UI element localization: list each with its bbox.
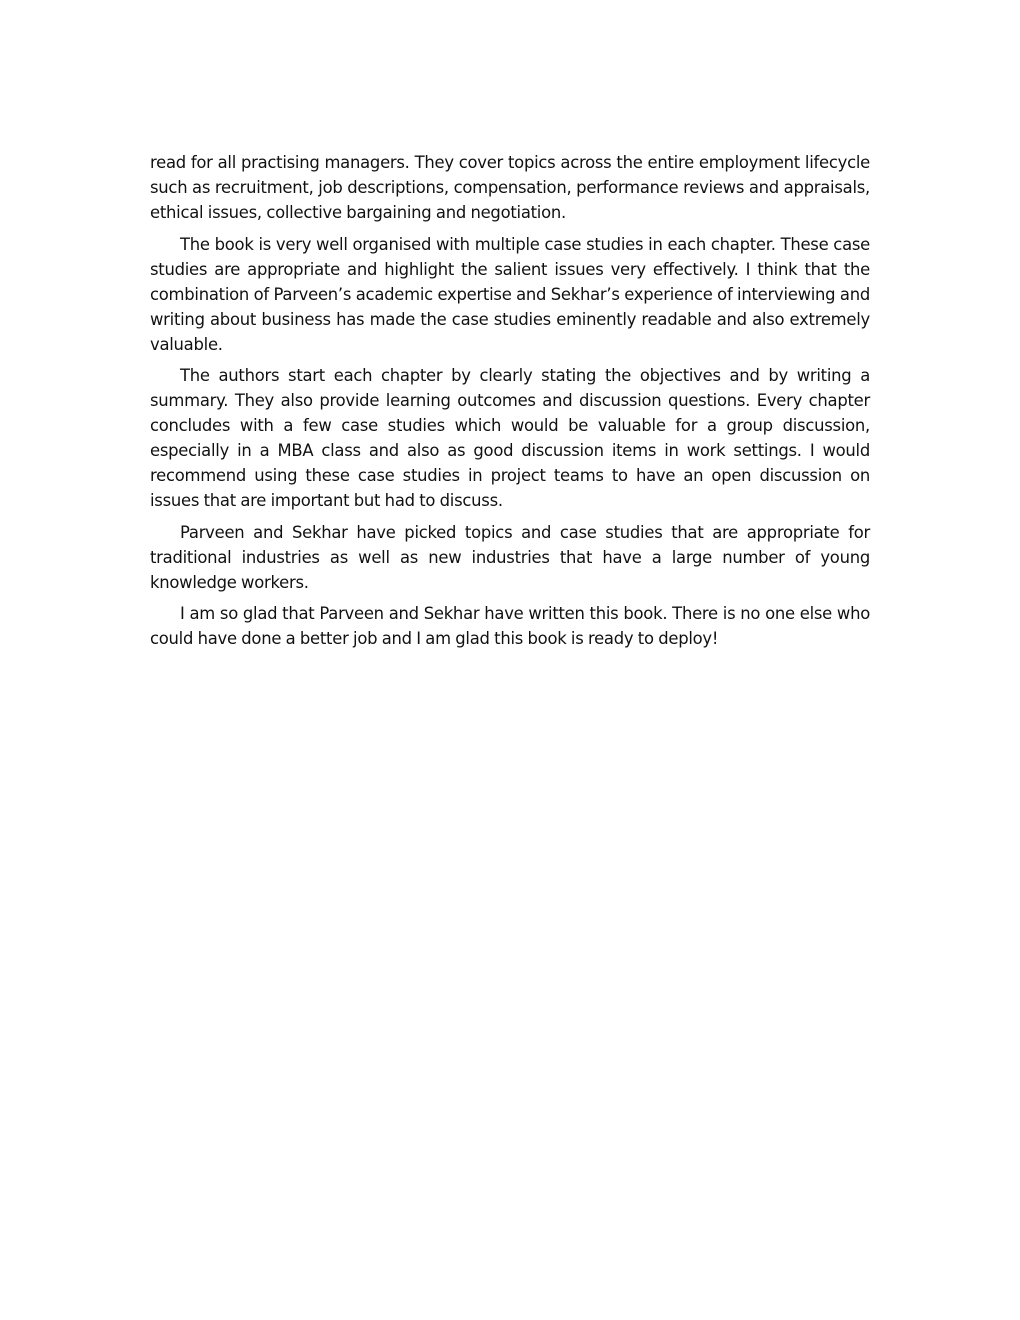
paragraph-1: read for all practising managers. They cover topics across the entire employment lifecycle such as recruitment, job descriptions, compensation, performance reviews and appraisals, ethical issues, collective bargaining and negotiation. [150,153,870,222]
paragraph-5: I am so glad that Parveen and Sekhar have written this book. There is no one else who could have done a better job and I am glad this book is ready to deploy! [150,604,870,648]
paragraph-4: Parveen and Sekhar have picked topics and case studies that are appropriate for traditional industries as well as new industries that have a large number of young knowledge workers. [150,522,870,592]
body-text [150,150,870,658]
paragraph-3: The authors start each chapter by clearly stating the objectives and by writing a summary. They also provide learning outcomes and discussion questions. Every chapter concludes with a few case studies which would be valuable for a group discussion, especially in a MBA class and also as good discussion items in work settings. I would recommend using these case studies in project teams to have an open discussion on issues that are important but had to discuss. [150,366,870,510]
paragraph-2: The book is very well organised with multiple case studies in each chapter. These case studies are appropriate and highlight the salient issues very effectively. I think that the combination of Parveen’s academic expertise and Sekhar’s experience of interviewing and writing about business has made the case studies eminently readable and also extremely valuable. [150,234,870,354]
